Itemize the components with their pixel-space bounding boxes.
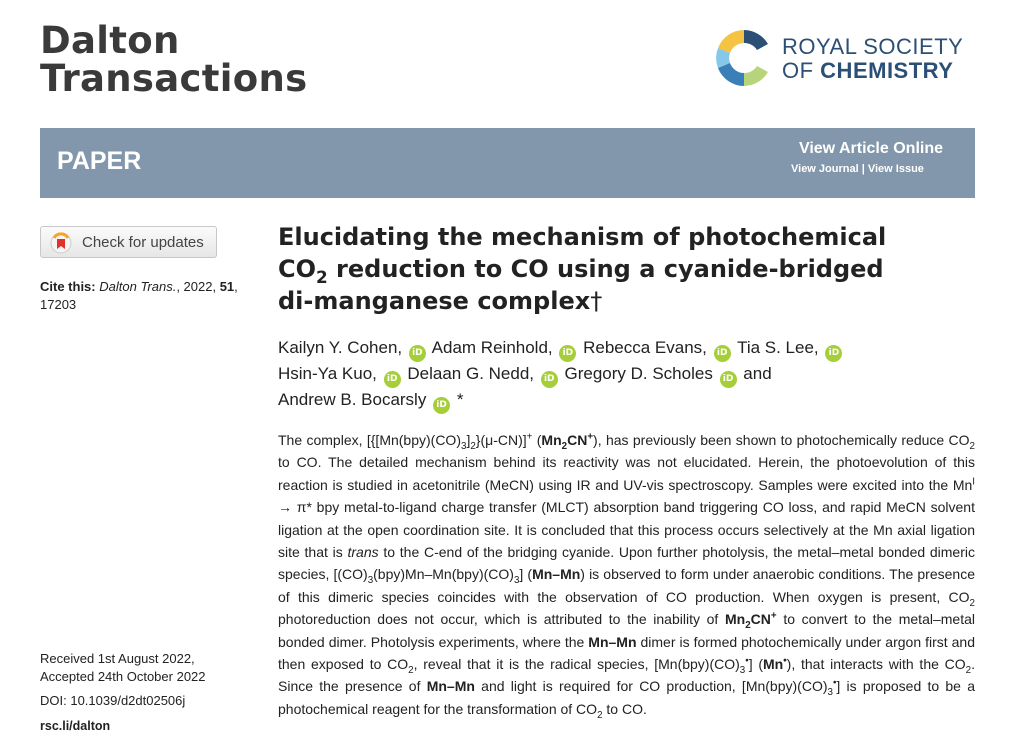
doi[interactable]: DOI: 10.1039/d2dt02506j xyxy=(40,693,186,708)
author-name[interactable]: Tia S. Lee, xyxy=(737,338,819,357)
author-name[interactable]: Hsin-Ya Kuo, xyxy=(278,364,377,383)
dagger-footnote-link[interactable]: † xyxy=(590,287,603,315)
author-name[interactable]: Gregory D. Scholes xyxy=(564,364,713,383)
rsc-line2: OF CHEMISTRY xyxy=(782,58,954,83)
rsc-logo[interactable] xyxy=(712,18,982,98)
view-links xyxy=(791,163,924,175)
check-for-updates-button[interactable] xyxy=(40,226,217,258)
view-issue-link[interactable]: View Issue xyxy=(867,163,924,175)
publication-dates xyxy=(40,650,206,710)
journal-site-link[interactable]: rsc.li/dalton xyxy=(40,719,111,733)
orcid-icon[interactable]: iD xyxy=(559,345,576,362)
citation-info: Cite this: Dalton Trans., 2022, 51, 17203 xyxy=(40,279,238,312)
bookmark-icon xyxy=(50,232,72,254)
abstract: The complex, $[\{[Mn(bpy)(CO)_3]_2\}(\mu-CN)]^+$ $(Mn_2CN^+)$, has previously been shown to photochemically reduce $CO_2$ to CO. The detailed mechanism behind its reactivity was not elucidated. Herein, the photoevolution of this reaction is studied in acetonitrile (MeCN) using IR and UV-vis spectroscopy. Samples were excited into the $Mn^I \to \pi*$ bpy metal-to-ligand charge transfer (MLCT) absorption band triggering CO loss, and rapid MeCN solvent ligation at the open coordination site. It is concluded that this process occurs selectively at the Mn axial ligation site that is trans to the C-end of the bridging cyanide. Upon further photolysis, the metal–metal bonded dimeric species, $[(CO)_3(bpy)Mn-Mn(bpy)(CO)_3]$ (Mn–Mn) is observed to form under anaerobic conditions. The presence of this dimeric species coincides with the observation of CO production. When oxygen is present, $CO_2$ photoreduction does not occur, which is attributed to the inability of $Mn_2CN^+$ to convert to the metal–metal bonded dimer. Photolysis experiments, where the Mn–Mn dimer is formed photochemically under argon first and then exposed to $CO_2$, reveal that it is the radical species, $[Mn(bpy)(CO)_3^•]$ (Mn•), that interacts with the $CO_2$. Since the presence of Mn–Mn and light is required for CO production, $[Mn(bpy)(CO)_3^•]$ is proposed to be a photochemical reagent for the transformation of $CO_2$ to CO. xyxy=(278,431,975,721)
journal-title-line2: Transactions xyxy=(40,57,308,100)
author-name[interactable]: Rebecca Evans, xyxy=(583,338,707,357)
orcid-icon[interactable]: iD xyxy=(541,371,558,388)
accepted-date: Accepted 24th October 2022 xyxy=(40,669,206,684)
article-title: Elucidating the mechanism of photochemical $CO_2$ reduction to CO using a cyanide-bridged di-manganese complex† xyxy=(278,223,887,315)
author-name[interactable]: Delaan G. Nedd, xyxy=(407,364,535,383)
rsc-logo-icon xyxy=(712,26,776,90)
author-name[interactable]: Andrew B. Bocarsly xyxy=(278,390,427,409)
view-article-online-link[interactable]: View Article Online xyxy=(798,140,943,157)
article-type-label: PAPER xyxy=(57,147,142,175)
link-separator: | xyxy=(858,163,868,175)
author-name[interactable]: Kailyn Y. Cohen, xyxy=(278,338,403,357)
orcid-icon[interactable]: iD xyxy=(433,397,450,414)
orcid-icon[interactable]: iD xyxy=(714,345,731,362)
orcid-icon[interactable]: iD xyxy=(384,371,401,388)
article-type-banner xyxy=(40,128,975,198)
corresponding-author-mark: * xyxy=(456,390,464,409)
orcid-icon[interactable]: iD xyxy=(409,345,426,362)
journal-title-line1: Dalton xyxy=(40,19,180,62)
received-date: Received 1st August 2022, xyxy=(40,651,195,666)
author-list xyxy=(278,336,958,414)
author-conjunction: and xyxy=(743,364,772,383)
author-name[interactable]: Adam Reinhold, xyxy=(431,338,553,357)
orcid-icon[interactable]: iD xyxy=(720,371,737,388)
orcid-icon[interactable]: iD xyxy=(825,345,842,362)
journal-title xyxy=(40,19,308,100)
rsc-line1: ROYAL SOCIETY xyxy=(782,34,964,59)
rsc-wordmark xyxy=(782,35,963,83)
check-for-updates-label: Check for updates xyxy=(82,234,204,251)
view-journal-link[interactable]: View Journal xyxy=(791,163,859,175)
